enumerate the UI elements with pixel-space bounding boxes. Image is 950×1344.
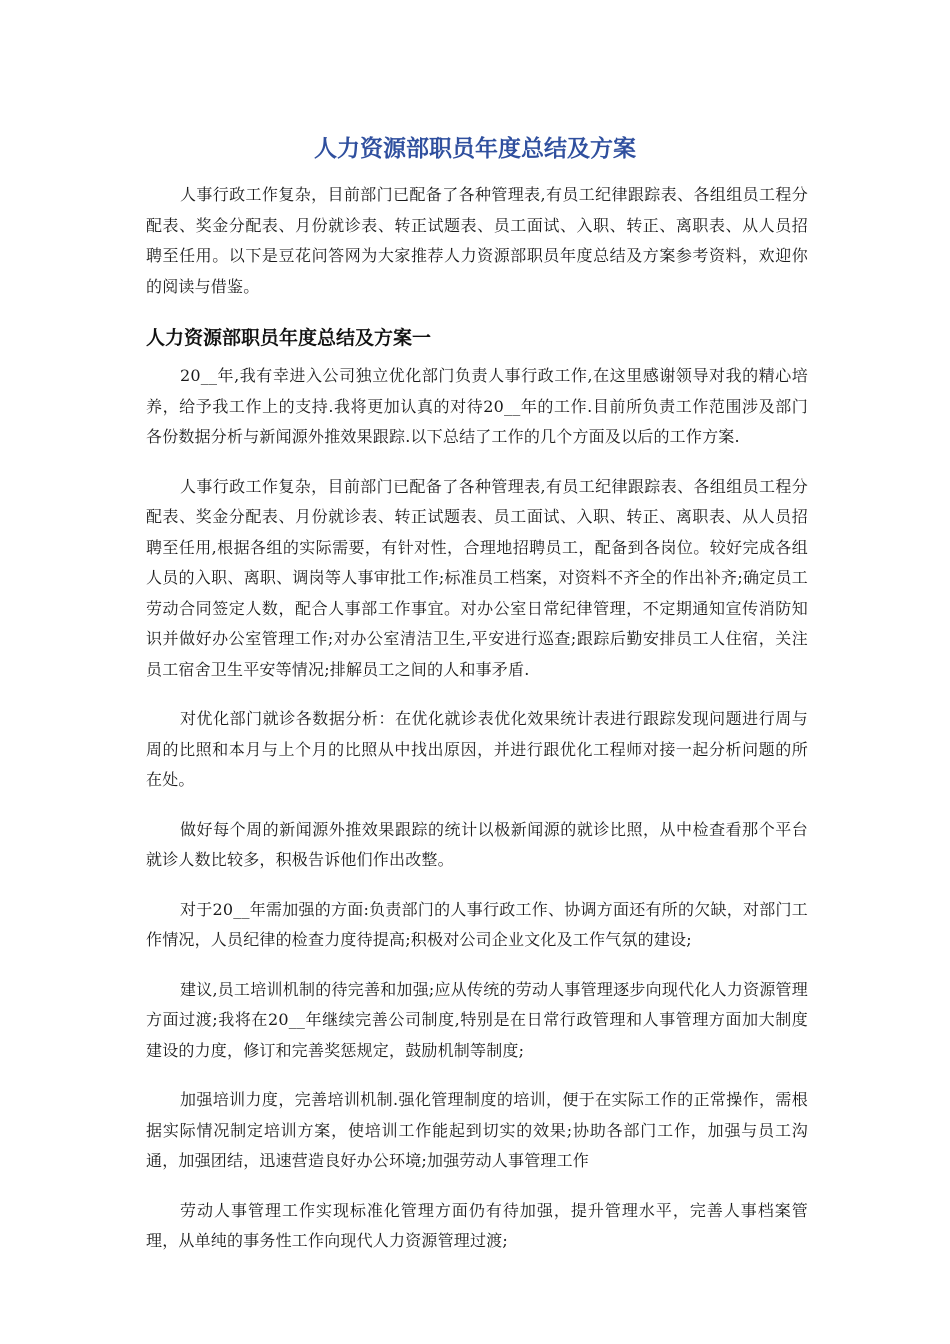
document-title: 人力资源部职员年度总结及方案 (314, 136, 636, 162)
section-heading: 人力资源部职员年度总结及方案一 (146, 327, 432, 349)
document-body (146, 180, 808, 1276)
body-paragraph: 人事行政工作复杂，目前部门已配备了各种管理表,有员工纪律跟踪表、各组组员工程分配表、奖金分配表、月份就诊表、转正试题表、员工面试、入职、转正、离职表、从人员招聘至任用,根据各组的实际需要，有针对性，合理地招聘员工，配备到各岗位。较好完成各组人员的入职、离职、调岗等人事审批工作;标准员工档案，对资料不齐全的作出补齐;确定员工劳动合同签定人数，配合人事部工作事宜。对办公室日常纪律管理，不定期通知宣传消防知识并做好办公室管理工作;对办公室清洁卫生,平安进行巡查;跟踪后勤安排员工人住宿，关注员工宿舍卫生平安等情况;排解员工之间的人和事矛盾. (146, 476, 808, 679)
body-paragraph: 20__年,我有幸进入公司独立优化部门负责人事行政工作,在这里感谢领导对我的精心培养，给予我工作上的支持.我将更加认真的对待20__年的工作.目前所负责工作范围涉及部门各份数据分析与新闻源外推效果跟踪.以下总结了工作的几个方面及以后的工作方案. (146, 366, 808, 446)
body-paragraph: 劳动人事管理工作实现标准化管理方面仍有待加强，提升管理水平，完善人事档案管理，从单纯的事务性工作向现代人力资源管理过渡; (146, 1200, 808, 1250)
body-paragraph: 建议,员工培训机制的待完善和加强;应从传统的劳动人事管理逐步向现代化人力资源管理方面过渡;我将在20__年继续完善公司制度,特别是在日常行政管理和人事管理方面加大制度建设的力度，修订和完善奖惩规定，鼓励机制等制度; (146, 979, 808, 1060)
intro-paragraph: 人事行政工作复杂，目前部门已配备了各种管理表,有员工纪律跟踪表、各组组员工程分配表、奖金分配表、月份就诊表、转正试题表、员工面试、入职、转正、离职表、从人员招聘至任用。以下是豆花问答网为大家推荐人力资源部职员年度总结及方案参考资料，欢迎你的阅读与借鉴。 (146, 185, 808, 296)
body-paragraph: 加强培训力度，完善培训机制.强化管理制度的培训，便于在实际工作的正常操作，需根据实际情况制定培训方案，使培训工作能起到切实的效果;协助各部门工作，加强与员工沟通，加强团结，迅速营造良好办公环境;加强劳动人事管理工作 (146, 1090, 808, 1170)
body-paragraph: 做好每个周的新闻源外推效果跟踪的统计以极新闻源的就诊比照，从中检查看那个平台就诊人数比较多，积极告诉他们作出改整。 (146, 819, 808, 869)
body-paragraph: 对优化部门就诊各数据分析：在优化就诊表优化效果统计表进行跟踪发现问题进行周与周的比照和本月与上个月的比照从中找出原因，并进行跟优化工程师对接一起分析问题的所在处。 (146, 709, 808, 789)
body-paragraph: 对于20__年需加强的方面:负责部门的人事行政工作、协调方面还有所的欠缺，对部门工作情况，人员纪律的检查力度待提高;积极对公司企业文化及工作气氛的建设; (146, 899, 808, 949)
